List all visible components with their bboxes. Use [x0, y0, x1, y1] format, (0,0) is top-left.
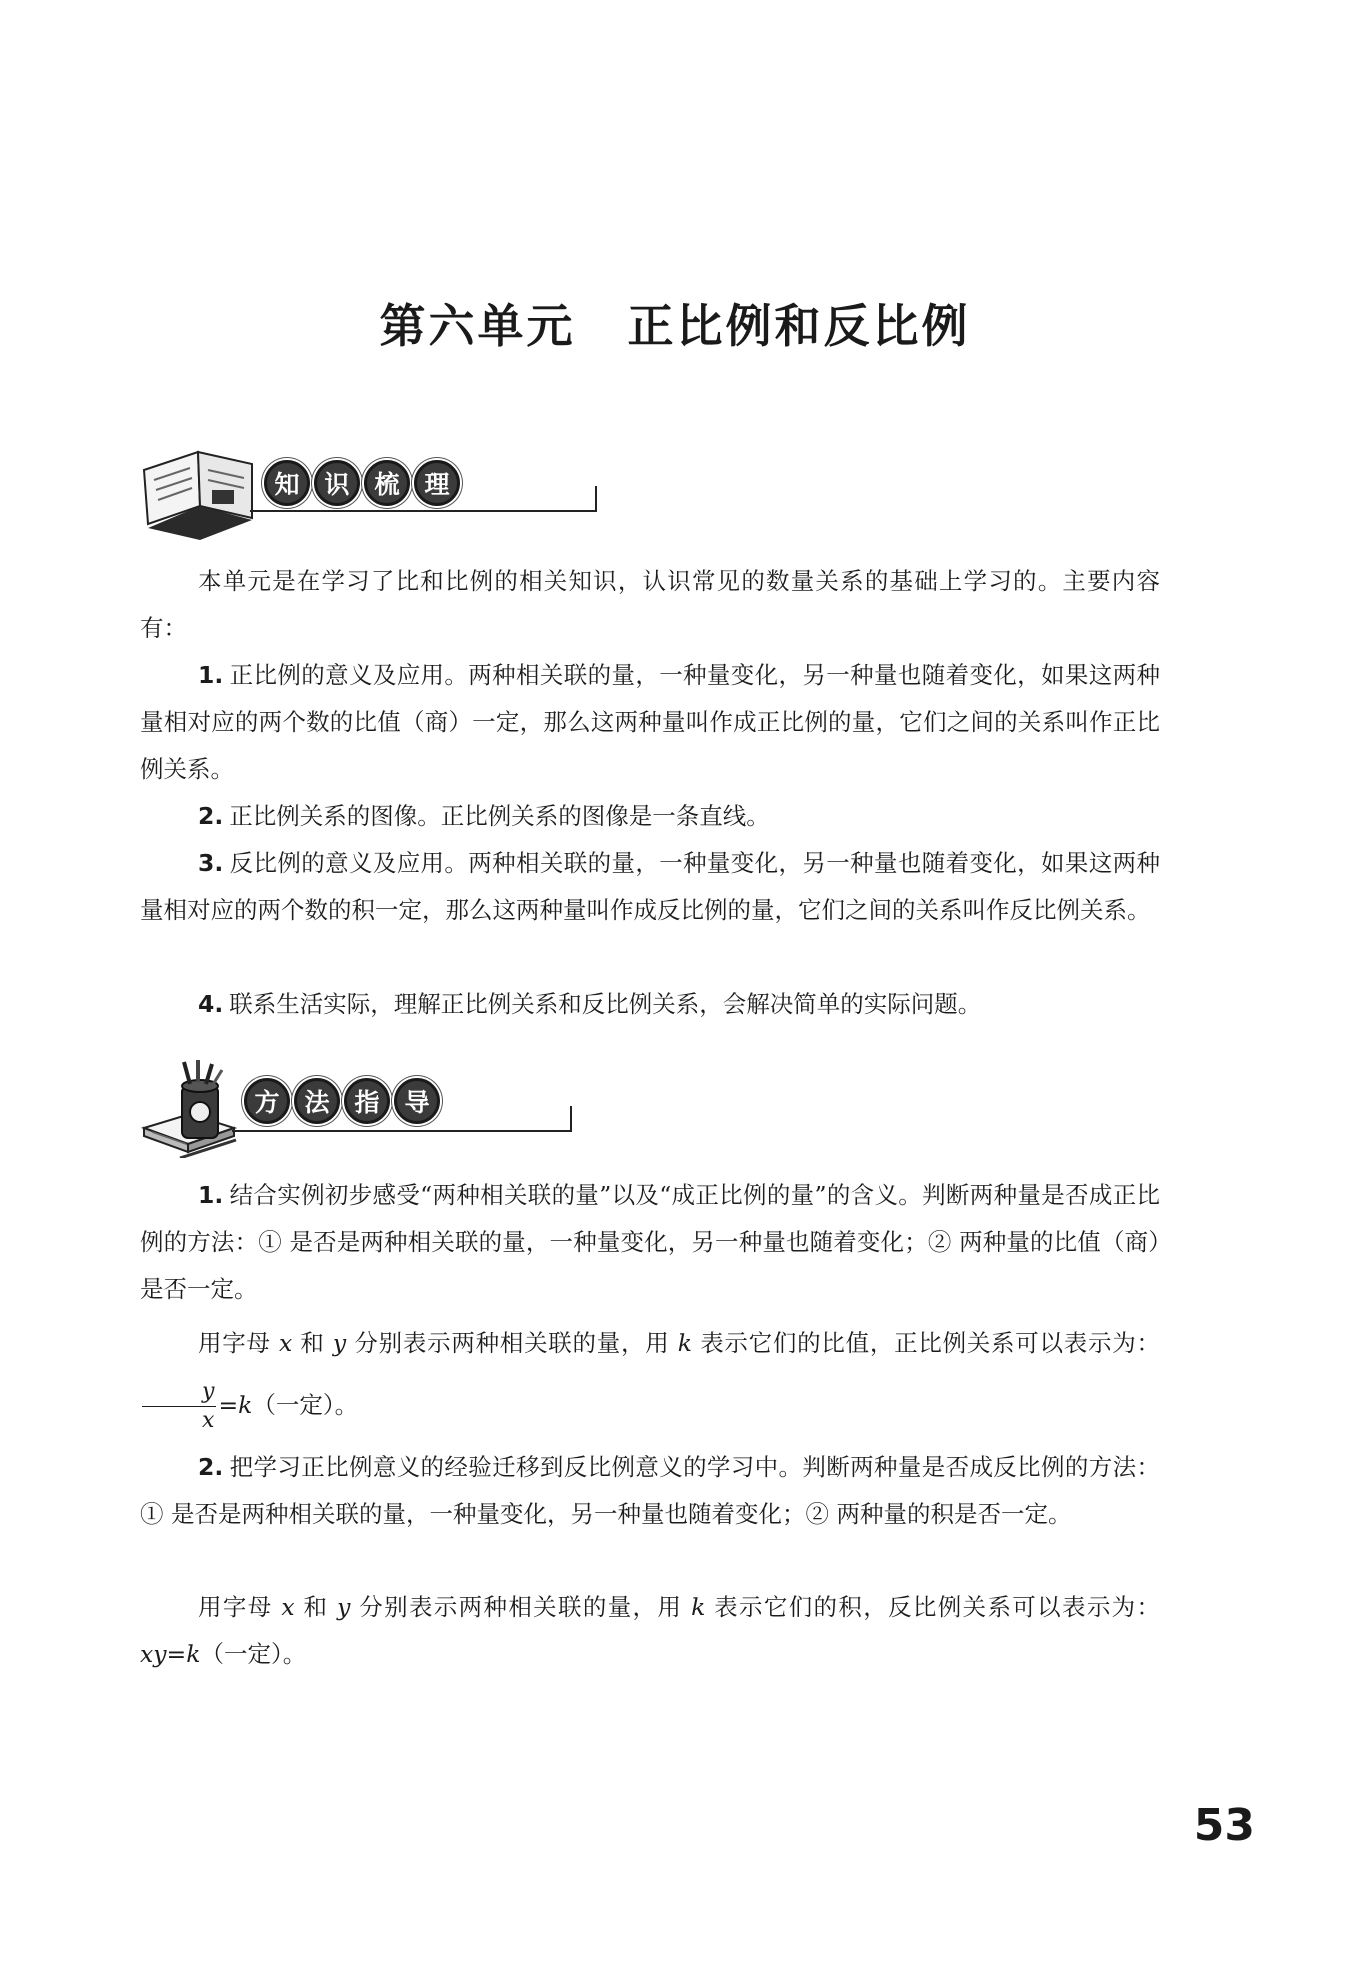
text-run: 和	[303, 1593, 329, 1621]
knowledge-item	[140, 793, 1160, 840]
unit-label: 第六单元	[379, 299, 576, 353]
item-number: 1.	[198, 661, 224, 689]
method-section-header	[140, 1058, 500, 1168]
item-number: 2.	[198, 802, 224, 830]
section-underline	[232, 1130, 570, 1132]
method-paragraph	[140, 1584, 1160, 1678]
variable-x: x	[278, 1329, 293, 1357]
variable-xy: xy	[140, 1640, 167, 1668]
item-text: 正比例关系的图像。正比例关系的图像是一条直线。	[229, 802, 770, 830]
page-number: 53	[1193, 1800, 1255, 1851]
knowledge-section-header	[140, 440, 500, 550]
fraction-y-over-x	[142, 1381, 216, 1432]
variable-k: k	[677, 1329, 692, 1357]
page-title	[0, 290, 1350, 356]
badge-char: 指	[344, 1078, 390, 1124]
text-run: 分别表示两种相关联的量，用	[354, 1329, 670, 1357]
variable-k: k	[238, 1391, 253, 1419]
unit-topic: 正比例和反比例	[627, 299, 971, 353]
variable-x: x	[281, 1593, 295, 1621]
paragraph-text: 结合实例初步感受“两种相关联的量”以及“成正比例的量”的含义。判断两种量是否成正比例的方法：① 是否是两种相关联的量，一种量变化，另一种量也随着变化；② 两种量的比值（商）是否一定。	[140, 1181, 1160, 1303]
knowledge-badges	[264, 460, 460, 506]
text-run: 表示它们的积，反比例关系可以表示为：	[714, 1593, 1161, 1621]
text-run: （一定）。	[200, 1640, 307, 1668]
badge-char: 法	[294, 1078, 340, 1124]
method-paragraph	[140, 1312, 1160, 1436]
section-underline	[250, 510, 595, 512]
text-run: 用字母	[198, 1329, 271, 1357]
item-number: 3.	[198, 849, 224, 877]
denominator: x	[202, 1408, 215, 1433]
text-run: 用字母	[198, 1593, 273, 1621]
item-text: 反比例的意义及应用。两种相关联的量，一种量变化，另一种量也随着变化，如果这两种量相对应的两个数的积一定，那么这两种量叫作成反比例的量，它们之间的关系叫作反比例关系。	[140, 849, 1160, 924]
item-number: 2.	[198, 1453, 224, 1481]
method-badges	[244, 1078, 440, 1124]
knowledge-intro: 本单元是在学习了比和比例的相关知识，认识常见的数量关系的基础上学习的。主要内容有：	[140, 567, 1160, 642]
badge-char: 方	[244, 1078, 290, 1124]
item-number: 4.	[198, 990, 224, 1018]
badge-char: 知	[264, 460, 310, 506]
badge-char: 梳	[364, 460, 410, 506]
badge-char: 理	[414, 460, 460, 506]
method-paragraph	[140, 1172, 1160, 1313]
variable-k: k	[691, 1593, 706, 1621]
variable-y: y	[337, 1593, 351, 1621]
open-book-icon	[140, 440, 260, 540]
badge-char: 导	[394, 1078, 440, 1124]
text-run: 分别表示两种相关联的量，用	[359, 1593, 683, 1621]
pencil-cup-icon	[140, 1058, 250, 1158]
equals-sign: =	[218, 1391, 239, 1419]
item-text: 联系生活实际，理解正比例关系和反比例关系，会解决简单的实际问题。	[229, 990, 982, 1018]
text-run: 表示它们的比值，正比例关系可以表示为：	[700, 1329, 1160, 1357]
method-paragraph	[140, 1444, 1160, 1538]
knowledge-item	[140, 981, 1160, 1028]
badge-char: 识	[314, 460, 360, 506]
paragraph-text: 把学习正比例意义的经验迁移到反比例意义的学习中。判断两种量是否成反比例的方法：① 是否是两种相关联的量，一种量变化，另一种量也随着变化；② 两种量的积是否一定。	[140, 1453, 1160, 1528]
knowledge-item	[140, 652, 1160, 793]
item-text: 正比例的意义及应用。两种相关联的量，一种量变化，另一种量也随着变化，如果这两种量相对应的两个数的比值（商）一定，那么这两种量叫作成正比例的量，它们之间的关系叫作正比例关系。	[140, 661, 1160, 783]
text-run: 和	[300, 1329, 325, 1357]
knowledge-item	[140, 840, 1160, 934]
variable-y: y	[332, 1329, 347, 1357]
variable-k: k	[186, 1640, 201, 1668]
numerator: y	[142, 1381, 216, 1407]
equals-sign: =	[166, 1640, 187, 1668]
text-run: （一定）。	[252, 1391, 359, 1419]
item-number: 1.	[198, 1181, 224, 1209]
